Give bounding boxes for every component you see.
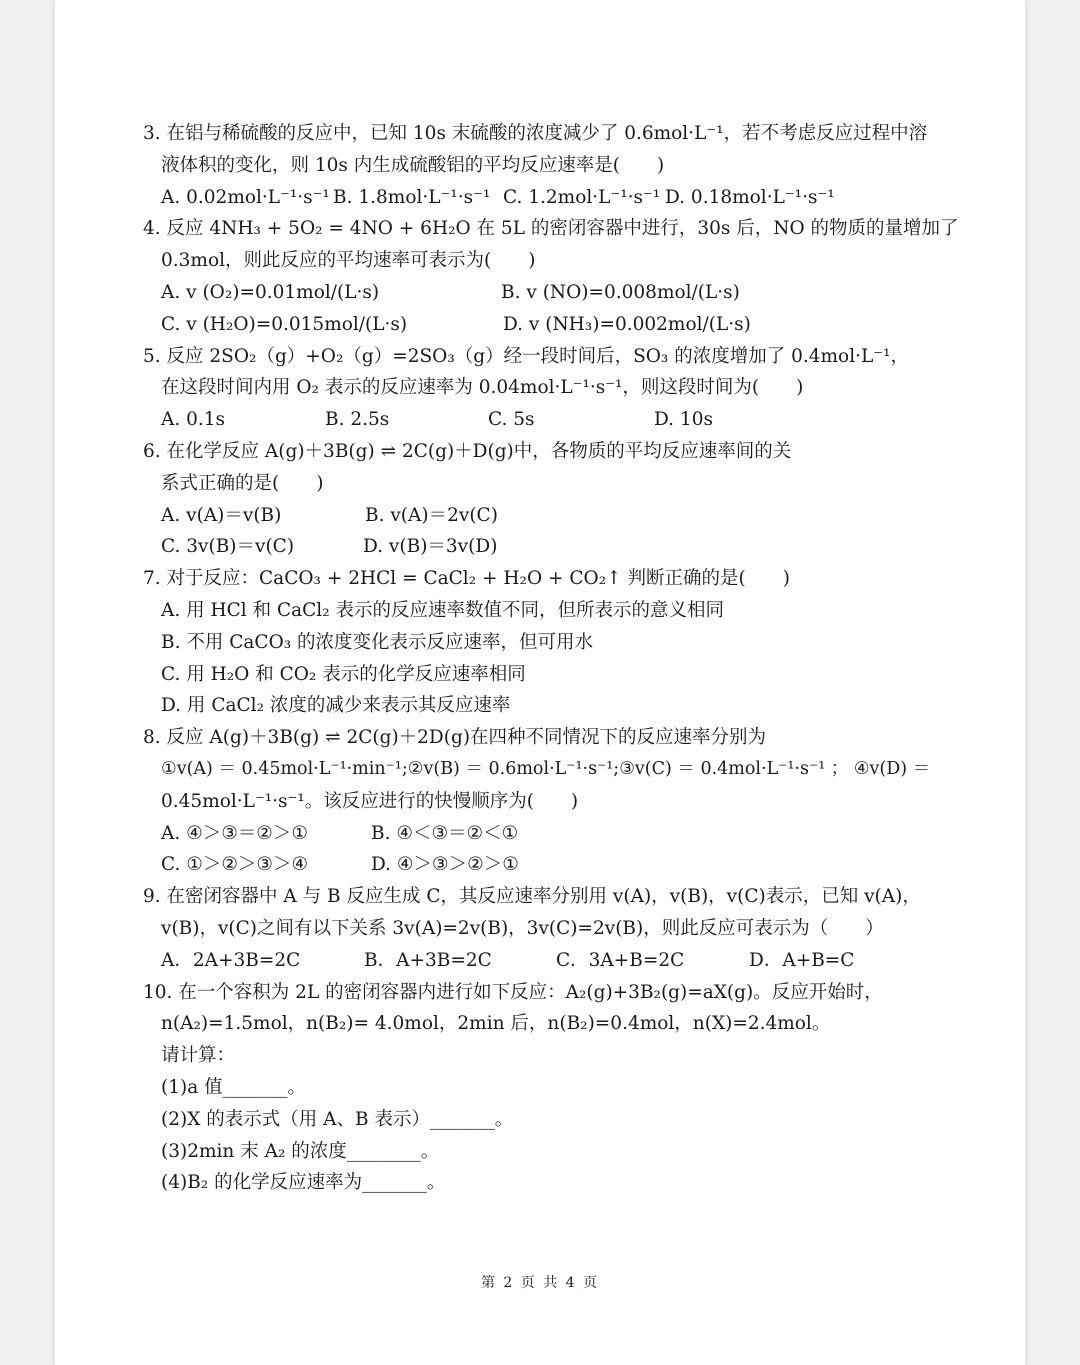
q8-option-b: B. ④＜③＝②＜①	[371, 822, 519, 844]
q10-line2: n(A₂)=1.5mol，n(B₂)= 4.0mol，2min 后，n(B₂)=0.4mol，n(X)=2.4mol。	[161, 1013, 831, 1035]
q4-option-a: A. v (O₂)=0.01mol/(L·s)	[161, 281, 380, 303]
q4-options-row2	[143, 309, 943, 341]
q6-option-b: B. v(A)＝2v(C)	[365, 504, 498, 526]
q6-line1: 6. 在化学反应 A(g)＋3B(g) ⇌ 2C(g)＋D(g)中，各物质的平均反应速率间的关	[143, 440, 792, 462]
q9-options	[143, 945, 943, 977]
q8-line1: 8. 反应 A(g)＋3B(g) ⇌ 2C(g)＋2D(g)在四种不同情况下的反应速率分别为	[143, 727, 767, 749]
q7-option-b: B. 不用 CaCO₃ 的浓度变化表示反应速率，但可用水	[161, 631, 594, 653]
q4-options-row1	[143, 277, 943, 309]
q5-option-a: A. 0.1s	[161, 409, 226, 431]
q4-option-d: D. v (NH₃)=0.002mol/(L·s)	[503, 313, 751, 335]
q3-line1: 3. 在铝与稀硫酸的反应中，已知 10s 末硫酸的浓度减少了 0.6mol·L⁻¹，若不考虑反应过程中溶	[143, 123, 928, 144]
q8-option-a: A. ④＞③＝②＞①	[161, 822, 308, 844]
q7-option-a: A. 用 HCl 和 CaCl₂ 表示的反应速率数值不同，但所表示的意义相同	[161, 599, 725, 621]
q8-line2: ①v(A) ＝ 0.45mol·L⁻¹·min⁻¹;②v(B) ＝ 0.6mol·L⁻¹·s⁻¹;③v(C) ＝ 0.4mol·L⁻¹·s⁻¹ ； ④v(D) ＝	[161, 758, 931, 779]
q9-option-b: B．A+3B=2C	[364, 949, 492, 971]
q10-line3: 请计算：	[161, 1045, 236, 1067]
q4-option-b: B. v (NO)=0.008mol/(L·s)	[501, 281, 740, 303]
q6-option-d: D. v(B)＝3v(D)	[363, 536, 498, 558]
q7-option-c: C. 用 H₂O 和 CO₂ 表示的化学反应速率相同	[161, 663, 526, 685]
q6-options-row2	[143, 531, 943, 563]
q3-option-d: D. 0.18mol·L⁻¹·s⁻¹	[665, 186, 835, 208]
q5-option-b: B. 2.5s	[325, 409, 390, 431]
q6-option-c: C. 3v(B)＝v(C)	[161, 536, 295, 558]
q7-line1: 7. 对于反应：CaCO₃ + 2HCl = CaCl₂ + H₂O + CO₂↑ 判断正确的是( )	[143, 568, 790, 590]
q6-option-a: A. v(A)＝v(B)	[161, 504, 282, 526]
q8-option-d: D. ④＞③＞②＞①	[371, 854, 519, 876]
q4-line1: 4. 反应 4NH₃ + 5O₂ = 4NO + 6H₂O 在 5L 的密闭容器中进行，30s 后，NO 的物质的量增加了	[143, 218, 959, 240]
q5-options	[143, 404, 943, 436]
q5-option-d: D. 10s	[654, 409, 713, 431]
q10-sub2: (2)X 的表示式（用 A、B 表示）_______。	[161, 1108, 514, 1130]
q10-line1: 10. 在一个容积为 2L 的密闭容器内进行如下反应：A₂(g)+3B₂(g)=aX(g)。反应开始时，	[143, 981, 883, 1003]
q9-line1: 9. 在密闭容器中 A 与 B 反应生成 C，其反应速率分别用 v(A)，v(B)，v(C)表示，已知 v(A)，	[143, 886, 921, 908]
q5-line1: 5. 反应 2SO₂（g）+O₂（g）=2SO₃（g）经一段时间后，SO₃ 的浓度增加了 0.4mol·L⁻¹，	[143, 345, 909, 367]
document-page	[55, 0, 1025, 1365]
q3-option-a: A. 0.02mol·L⁻¹·s⁻¹	[161, 186, 330, 208]
q4-option-c: C. v (H₂O)=0.015mol/(L·s)	[161, 313, 408, 335]
q4-line2: 0.3mol，则此反应的平均速率可表示为( )	[161, 250, 536, 272]
q5-option-c: C. 5s	[488, 409, 535, 431]
q8-options-row1	[143, 818, 943, 850]
page-footer: 第 2 页 共 4 页	[480, 1275, 600, 1291]
q3-option-c: C. 1.2mol·L⁻¹·s⁻¹	[503, 186, 661, 208]
q8-option-c: C. ①＞②＞③＞④	[161, 854, 309, 876]
q3-options	[143, 182, 943, 214]
q10-sub1: (1)a 值_______。	[161, 1076, 306, 1098]
q9-option-d: D．A+B=C	[749, 949, 855, 971]
q10-sub3: (3)2min 末 A₂ 的浓度________。	[161, 1140, 440, 1162]
q3-line2: 液体积的变化，则 10s 内生成硫酸铝的平均反应速率是( )	[161, 154, 665, 176]
q9-option-a: A．2A+3B=2C	[161, 949, 301, 971]
q3-option-b: B. 1.8mol·L⁻¹·s⁻¹	[333, 186, 491, 208]
q9-option-c: C．3A+B=2C	[556, 949, 685, 971]
q9-line2: v(B)，v(C)之间有以下关系 3v(A)=2v(B)，3v(C)=2v(B)，则此反应可表示为（ ）	[161, 917, 884, 939]
q6-options-row1	[143, 500, 943, 532]
question-list	[143, 118, 959, 1199]
q5-line2: 在这段时间内用 O₂ 表示的反应速率为 0.04mol·L⁻¹·s⁻¹，则这段时间为( )	[161, 377, 804, 399]
q8-options-row2	[143, 849, 943, 881]
q10-sub4: (4)B₂ 的化学反应速率为_______。	[161, 1172, 446, 1194]
q7-option-d: D. 用 CaCl₂ 浓度的减少来表示其反应速率	[161, 695, 511, 717]
q6-line2: 系式正确的是( )	[161, 472, 324, 494]
q8-line3: 0.45mol·L⁻¹·s⁻¹。该反应进行的快慢顺序为( )	[161, 790, 579, 812]
